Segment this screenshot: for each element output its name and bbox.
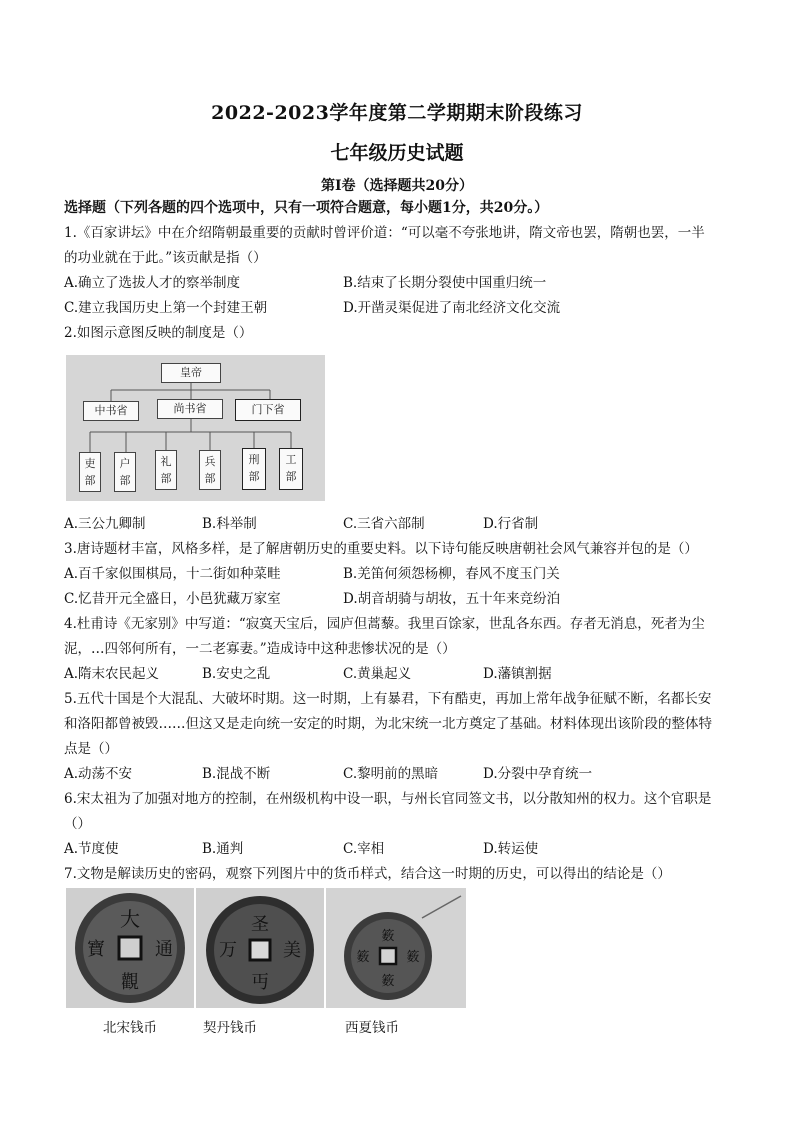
coin-caption-northern-song: 北宋钱币 [103,1020,157,1036]
question-4-stem-line-2: 泥，…四邻何所有，一二老寡妻。”造成诗中这种悲惨状况的是（） [64,641,456,657]
diagram-dept-gong [279,448,303,490]
government-structure-diagram [66,355,325,501]
question-3-option-a: A.百千家似围棋局，十二街如种菜畦 [64,566,281,582]
page-subtitle: 七年级历史试题 [330,142,464,164]
diagram-menxia: 门下省 [235,399,301,421]
coin-char: 圣 [251,914,269,935]
question-5-option-a: A.动荡不安 [64,766,133,782]
question-4-stem-line-1: 4.杜甫诗《无家别》中写道：“寂寞天宝后，园庐但蒿藜。我里百馀家，世乱各东西。存者无消息，死者为尘 [64,616,705,632]
question-3-option-c: C.忆昔开元全盛日，小邑犹藏万家室 [64,591,281,607]
question-7-stem: 7.文物是解读历史的密码，观察下列图片中的货币样式，结合这一时期的历史，可以得出的结论是（） [64,866,671,882]
coin-char: 䉤 [381,929,395,944]
diagram-dept-xing-label: 刑 部 [248,453,260,483]
question-5-option-d: D.分裂中孕育统一 [483,766,593,782]
question-6-option-b: B.通判 [202,841,244,857]
question-2-option-c: C.三省六部制 [343,516,425,532]
question-1-stem-line-1: 1.《百家讲坛》中在介绍隋朝最重要的贡献时曾评价道：“可以毫不夸张地讲，隋文帝也罢，隋朝也罢，一半 [64,225,705,241]
diagram-dept-bing [199,450,221,490]
instructions: 选择题（下列各题的四个选项中，只有一项符合题意，每小题1分，共20分。） [64,200,549,216]
question-2-option-d: D.行省制 [483,516,539,532]
question-5-stem-line-1: 5.五代十国是个大混乱、大破坏时期。这一时期，上有暴君，下有酷吏，再加上常年战争征赋不断，名都长安 [64,691,712,707]
question-2-option-a: A.三公九卿制 [64,516,146,532]
coin-caption-western-xia: 西夏钱币 [345,1020,399,1036]
coin-photo-northern-song [66,888,194,1008]
question-5-option-c: C.黎明前的黑暗 [343,766,439,782]
coin-char: 丏 [251,972,269,993]
question-3-stem: 3.唐诗题材丰富，风格多样，是了解唐朝历史的重要史料。以下诗句能反映唐朝社会风气兼容并包的是（） [64,541,698,557]
question-4-option-c: C.黄巢起义 [343,666,412,682]
question-1-option-c: C.建立我国历史上第一个封建王朝 [64,300,268,316]
coin-char: 寶 [87,939,105,960]
diagram-dept-bing-label: 兵 部 [204,455,216,485]
question-2-stem: 2.如图示意图反映的制度是（） [64,325,253,341]
question-6-stem-line-1: 6.宋太祖为了加强对地方的控制，在州级机构中设一职，与州长官同签文书，以分散知州的权力。这个官职是 [64,791,712,807]
section-heading: 第Ⅰ卷（选择题共20分） [320,178,474,194]
coin-image [326,888,466,1008]
coin-char: 䉤 [356,950,370,965]
diagram-dept-gong-label: 工 部 [285,453,297,483]
coin-char: 万 [219,940,237,961]
question-1-stem-line-2: 的功业就在于此。”该贡献是指（） [64,250,267,266]
coin-char: 大 [120,907,140,931]
question-6-option-d: D.转运使 [483,841,539,857]
question-4-option-b: B.安史之乱 [202,666,271,682]
diagram-shangshu: 尚书省 [157,399,223,419]
question-5-stem-line-2: 和洛阳都曾被毁……但这又是走向统一安定的时期，为北宋统一北方奠定了基础。材料体现出该阶段的整体特 [64,716,712,732]
question-3-option-b: B.羌笛何须怨杨柳，春风不度玉门关 [343,566,560,582]
question-1-option-a: A.确立了选拔人才的察举制度 [64,275,241,291]
coin-photo-khitan [196,888,324,1008]
coin-char: 䉤 [406,950,420,965]
coin-image [196,888,324,1008]
diagram-dept-li-label: 吏 部 [84,457,96,487]
coin-photo-western-xia [326,888,466,1008]
coin-char: 䉤 [381,974,395,989]
question-2-option-b: B.科举制 [202,516,257,532]
question-4-option-d: D.藩镇割据 [483,666,552,682]
coin-image [66,888,194,1008]
diagram-zhongshu: 中书省 [83,401,139,421]
page-title: 2022-2023学年度第二学期期末阶段练习 [211,102,583,124]
diagram-dept-hu [114,452,136,492]
coin-char: 觀 [121,972,139,993]
coin-char: 通 [155,939,173,960]
question-6-option-a: A.节度使 [64,841,119,857]
diagram-dept-liyi [155,450,177,490]
coin-char: 美 [283,940,301,961]
diagram-dept-liyi-label: 礼 部 [160,455,172,485]
question-6-option-c: C.宰相 [343,841,385,857]
question-4-option-a: A.隋末农民起义 [64,666,160,682]
question-1-option-d: D.开凿灵渠促进了南北经济文化交流 [343,300,561,316]
diagram-emperor: 皇帝 [161,363,221,383]
question-5-option-b: B.混战不断 [202,766,271,782]
diagram-dept-hu-label: 户 部 [119,457,131,487]
question-3-option-d: D.胡音胡骑与胡妆，五十年来竞纷泊 [343,591,561,607]
question-1-option-b: B.结束了长期分裂使中国重归统一 [343,275,547,291]
diagram-dept-xing [242,448,266,490]
coin-caption-khitan: 契丹钱币 [203,1020,257,1036]
question-6-stem-line-2: （） [64,816,91,832]
question-5-stem-line-3: 点是（） [64,741,118,757]
diagram-dept-li [79,452,101,492]
